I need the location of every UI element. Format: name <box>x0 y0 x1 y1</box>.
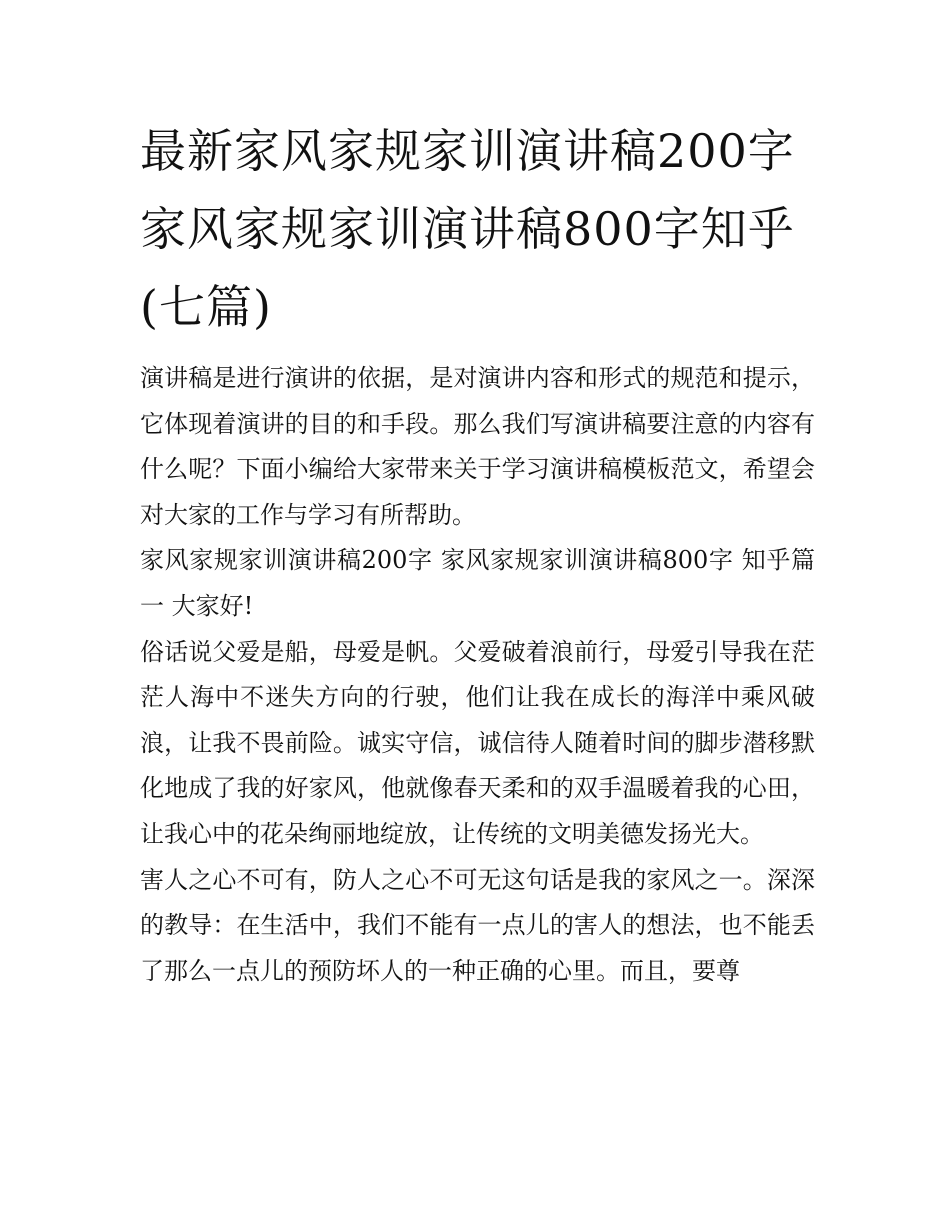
paragraph-heading: 家风家规家训演讲稿200字 家风家规家训演讲稿800字 知乎篇一 大家好! <box>140 546 815 620</box>
paragraph-family-tradition: 俗话说父爱是船，母爱是帆。父爱破着浪前行，母爱引导我在茫茫人海中不迷失方向的行驶，他们让我在成长的海洋中乘风破浪，让我不畏前险。诚实守信，诚信待人随着时间的脚步潜移默化地成了我的好家风，他就像春天柔和的双手温暖着我的心田，让我心中的花朵绚丽地绽放，让传统的文明美德发扬光大。 <box>140 637 815 848</box>
document-body <box>140 356 815 994</box>
paragraph-intro: 演讲稿是进行演讲的依据，是对演讲内容和形式的规范和提示，它体现着演讲的目的和手段。那么我们写演讲稿要注意的内容有什么呢？下面小编给大家带来关于学习演讲稿模板范文，希望会对大家的工作与学习有所帮助。 <box>140 364 815 529</box>
paragraph-family-motto: 害人之心不可有，防人之心不可无这句话是我的家风之一。深深的教导：在生活中，我们不能有一点儿的害人的想法，也不能丢了那么一点儿的预防坏人的一种正确的心里。而且，要尊 <box>140 865 815 985</box>
document-title: 最新家风家规家训演讲稿200字 家风家规家训演讲稿800字知乎(七篇) <box>140 124 795 334</box>
